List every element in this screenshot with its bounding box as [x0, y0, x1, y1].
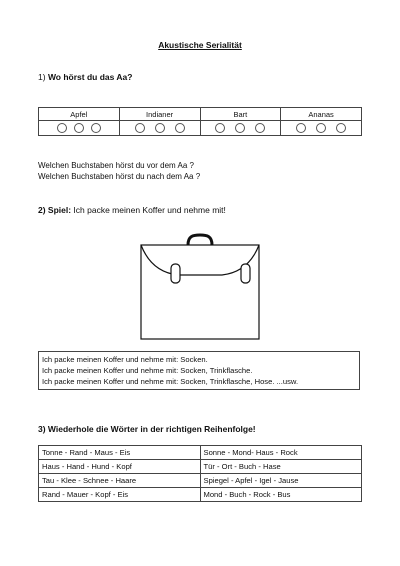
- sequence-cell: Tür - Ort - Buch - Hase: [200, 460, 362, 474]
- table-row: [39, 446, 362, 460]
- circle-cell: [39, 121, 120, 136]
- sentence-line: Ich packe meinen Koffer und nehme mit: Socken, Trinkflasche, Hose. ...usw.: [42, 377, 299, 386]
- section1-number: 1): [38, 72, 46, 82]
- circle-cell: [119, 121, 200, 136]
- question-before: Welchen Buchstaben hörst du vor dem Aa ?: [38, 161, 194, 170]
- syllable-circle[interactable]: [296, 123, 306, 133]
- word-sequence-table: [38, 445, 362, 502]
- sequence-cell: Spiegel - Apfel - Igel - Jause: [200, 474, 362, 488]
- section1-heading: [38, 72, 132, 82]
- syllable-circle[interactable]: [215, 123, 225, 133]
- question-list: [38, 160, 200, 182]
- sentence-line: Ich packe meinen Koffer und nehme mit: Socken, Trinkflasche.: [42, 366, 253, 375]
- sequence-cell: Mond - Buch - Rock - Bus: [200, 488, 362, 502]
- section2-text: Ich packe meinen Koffer und nehme mit!: [71, 205, 226, 215]
- table-row: [39, 488, 362, 502]
- circle-cell: [281, 121, 362, 136]
- syllable-table: [38, 107, 362, 136]
- section2-label: 2) Spiel:: [38, 205, 72, 215]
- syllable-circle[interactable]: [74, 123, 84, 133]
- sentence-line: Ich packe meinen Koffer und nehme mit: Socken.: [42, 355, 208, 364]
- word-cell: Bart: [200, 108, 281, 121]
- section3-title: 3) Wiederhole die Wörter in der richtigen Reihenfolge!: [38, 424, 256, 434]
- word-cell: Indianer: [119, 108, 200, 121]
- syllable-circle[interactable]: [57, 123, 67, 133]
- table-row: [39, 460, 362, 474]
- syllable-circle[interactable]: [336, 123, 346, 133]
- sequence-cell: Tonne - Rand - Maus - Eis: [39, 446, 201, 460]
- sentence-box: [38, 351, 360, 390]
- question-after: Welchen Buchstaben hörst du nach dem Aa ?: [38, 172, 201, 181]
- syllable-circle[interactable]: [255, 123, 265, 133]
- syllable-circle[interactable]: [155, 123, 165, 133]
- sequence-cell: Haus - Hand - Hund - Kopf: [39, 460, 201, 474]
- word-cell: Apfel: [39, 108, 120, 121]
- section1-title: Wo hörst du das Aa?: [47, 72, 133, 82]
- sequence-cell: Rand - Mauer - Kopf - Eis: [39, 488, 201, 502]
- section3-heading: [38, 424, 256, 434]
- syllable-circle[interactable]: [91, 123, 101, 133]
- suitcase-icon: [138, 233, 262, 341]
- syllable-circle[interactable]: [135, 123, 145, 133]
- syllable-circle[interactable]: [235, 123, 245, 133]
- sequence-cell: Sonne - Mond- Haus - Rock: [200, 446, 362, 460]
- word-cell: Ananas: [281, 108, 362, 121]
- section2-heading: [38, 205, 226, 215]
- circle-cell: [200, 121, 281, 136]
- sequence-cell: Tau - Klee - Schnee - Haare: [39, 474, 201, 488]
- syllable-circle[interactable]: [175, 123, 185, 133]
- syllable-circle[interactable]: [316, 123, 326, 133]
- page-title: Akustische Serialität: [158, 40, 242, 50]
- table-row: [39, 474, 362, 488]
